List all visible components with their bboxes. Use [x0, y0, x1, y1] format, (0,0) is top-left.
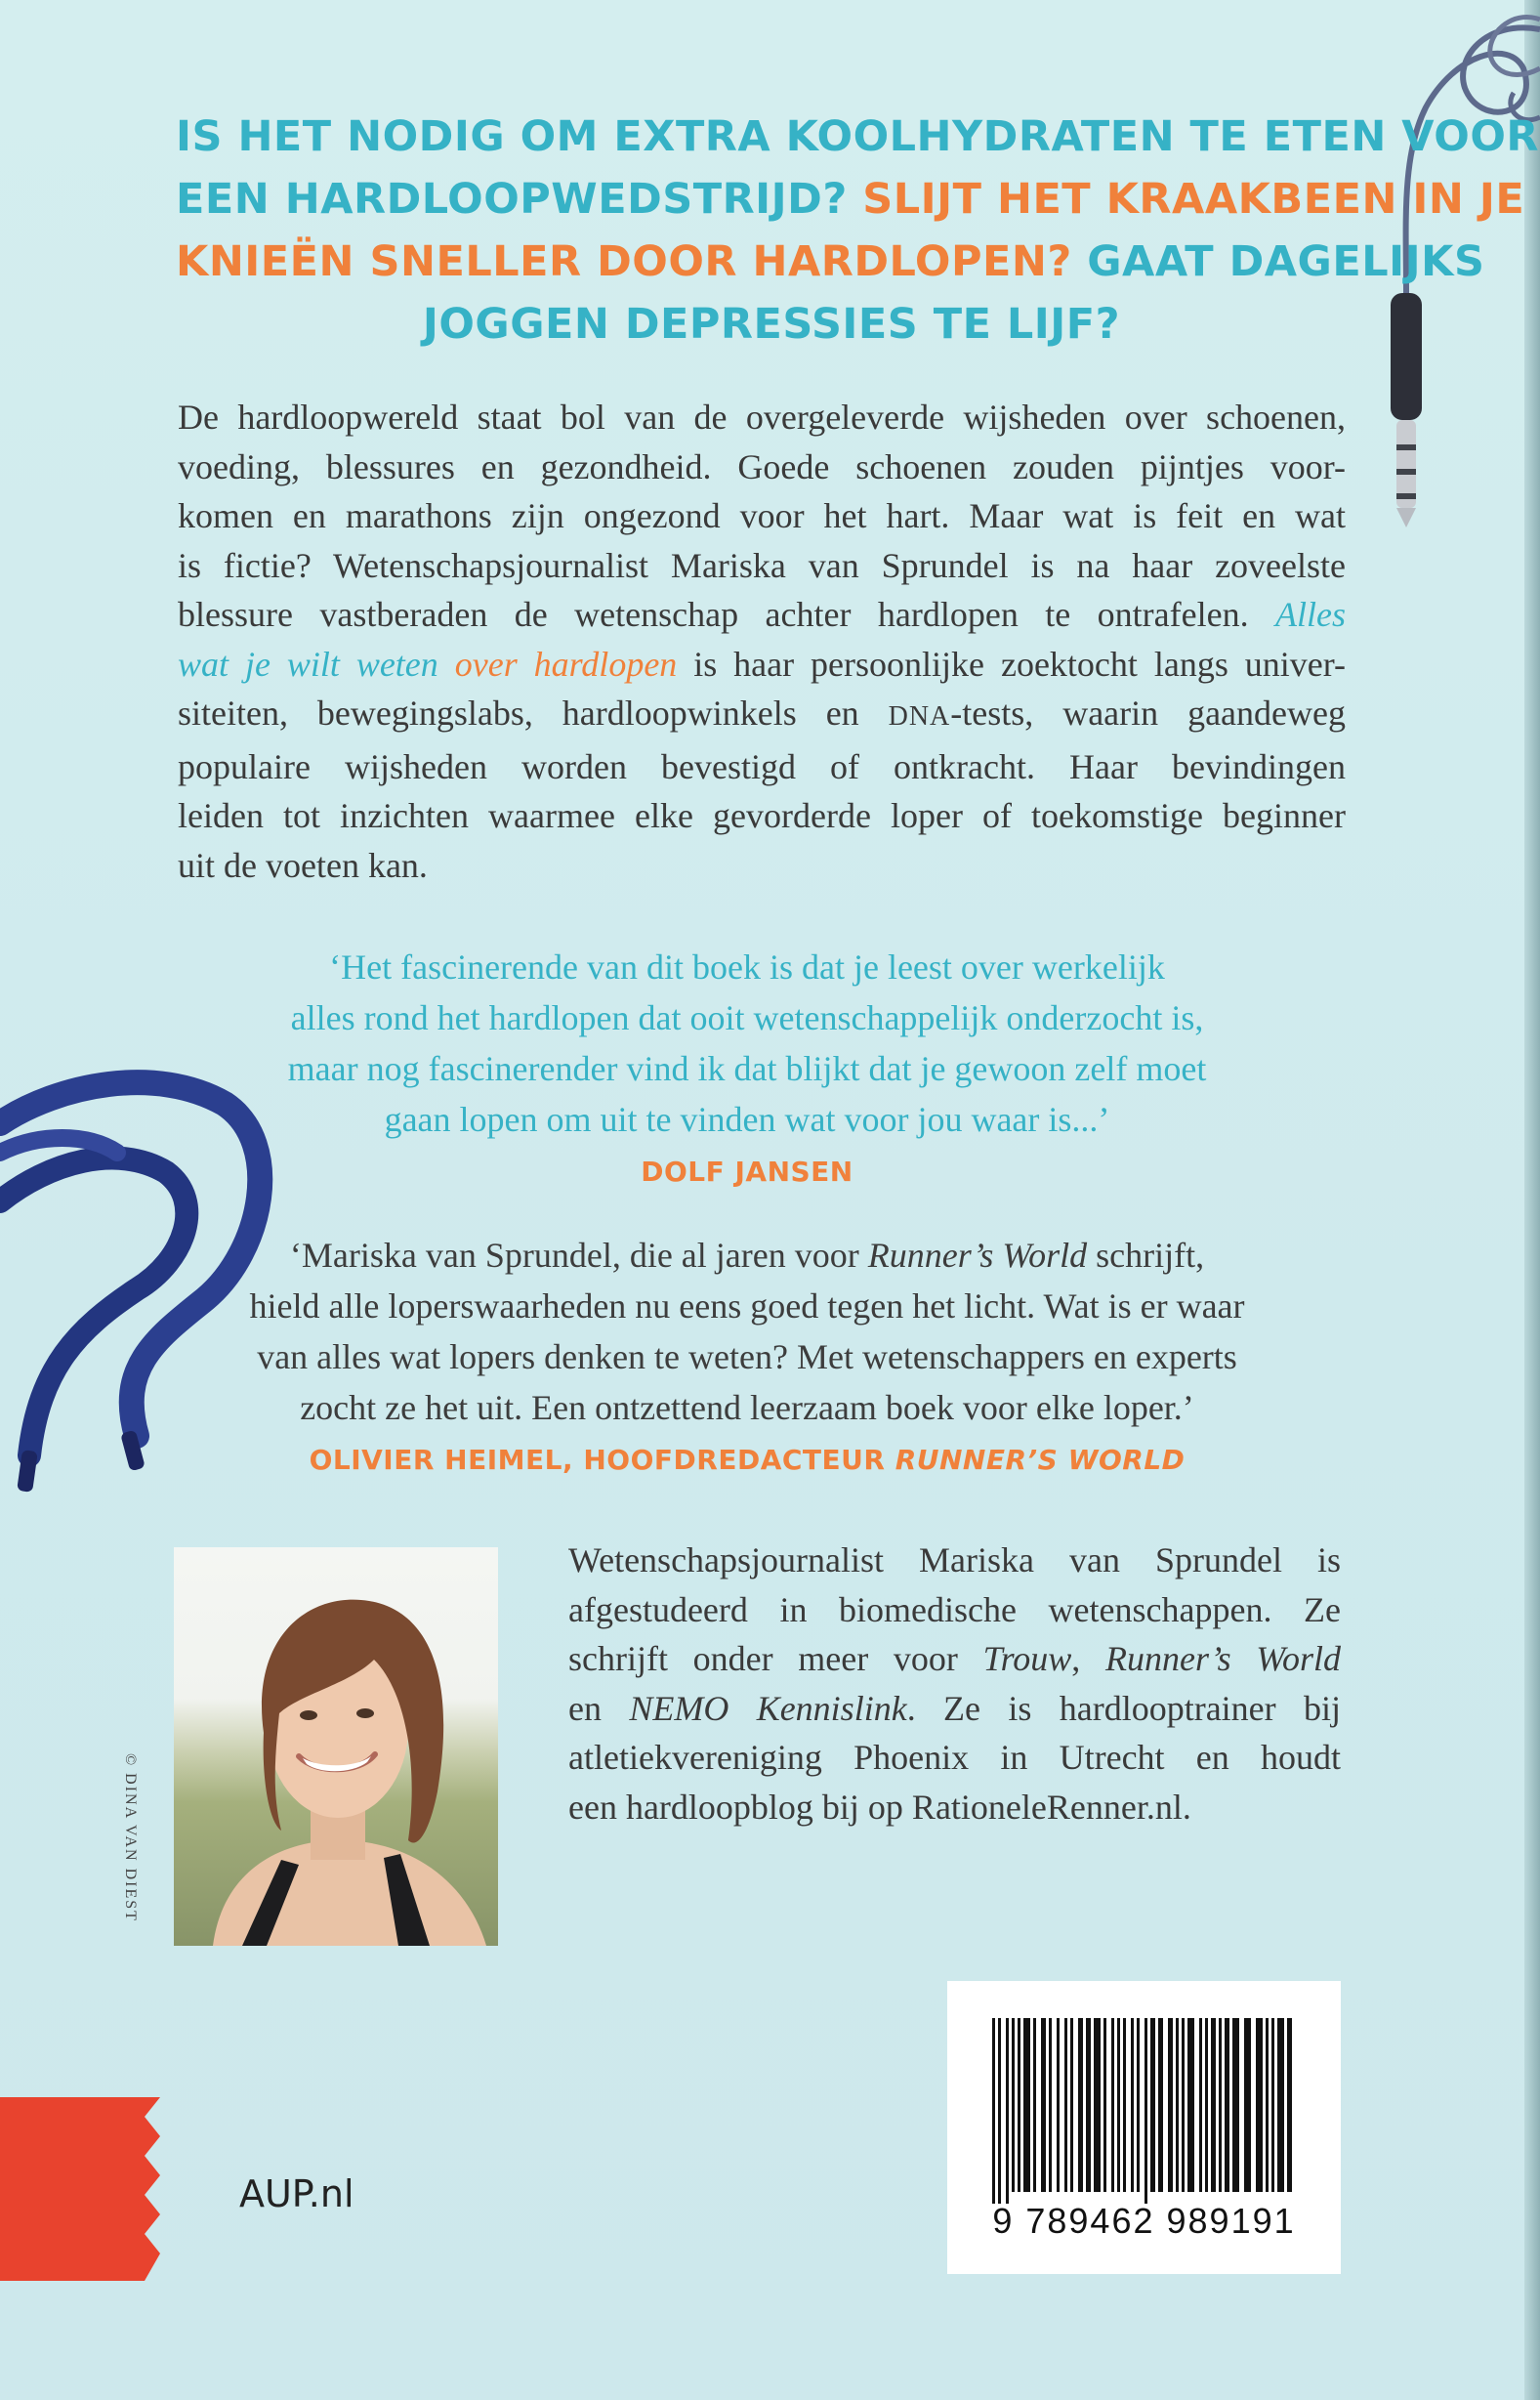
barcode-bar [1086, 2018, 1091, 2192]
quote-text: schrijft, [1087, 1236, 1205, 1275]
quote-line: maar nog fascinerender vind ik dat blijkt dat je gewoon zelf moet [287, 1049, 1207, 1088]
barcode-bar [1256, 2018, 1263, 2192]
barcode-bar [1111, 2018, 1114, 2192]
publication-title: Runner’s World [1104, 1639, 1342, 1678]
isbn-barcode [947, 1981, 1341, 2274]
description-line: uit de voeten kan. [178, 845, 428, 885]
description-text: is haar persoonlijke zoektocht langs univer- [677, 644, 1346, 684]
headline-line-1 [176, 105, 1540, 168]
bio-line: afgestudeerd in biomedische wetenschappen. Ze [568, 1589, 1341, 1629]
description-line: is fictie? Wetenschapsjournalist Mariska van Sprundel is na haar zoveelste [178, 545, 1346, 585]
barcode-bar [1205, 2018, 1208, 2192]
barcode-bar [1078, 2018, 1083, 2192]
book-title-italic: over hardlopen [454, 644, 678, 684]
quote-line: van alles wat lopers denken te weten? Met wetenschappers en experts [257, 1337, 1237, 1376]
quote-line: zocht ze het uit. Een ontzettend leerzaam boek voor elke loper.’ [300, 1388, 1194, 1427]
bio-text: , [1071, 1639, 1105, 1678]
attribution-text: OLIVIER HEIMEL, HOOFDREDACTEUR [309, 1444, 895, 1476]
barcode-bar [1137, 2018, 1140, 2192]
headline-segment: KNIEËN SNELLER DOOR HARDLOPEN? [176, 237, 1088, 286]
description-text: blessure vastberaden de wetenschap achter hardlopen te ontrafelen. [178, 595, 1249, 634]
description-text: -tests, waarin gaandeweg [950, 694, 1346, 733]
barcode-bar [1033, 2018, 1036, 2192]
bio-line [568, 1634, 1341, 1684]
bio-line: atletiekvereniging Phoenix in Utrecht en houdt [568, 1738, 1341, 1777]
aup-logo-mark [0, 2097, 160, 2281]
bio-text: en [568, 1688, 630, 1728]
barcode-bar [1211, 2018, 1216, 2192]
barcode-bar [1176, 2018, 1179, 2192]
photo-credit: © DINA VAN DIEST [122, 1753, 139, 1922]
review-quote-2 [146, 1230, 1348, 1486]
headline-segment: JOGGEN DEPRESSIES TE LIJF? [422, 300, 1121, 349]
publisher-name: AUP.nl [239, 2172, 354, 2215]
barcode-bar [1023, 2018, 1030, 2192]
isbn-number: 9 789462 989191 [992, 2201, 1296, 2241]
barcode-bar [1219, 2018, 1222, 2192]
book-title-italic: Alles [1275, 595, 1346, 634]
quote-line: hield alle loperswaarheden nu eens goed tegen het licht. Wat is er waar [249, 1286, 1245, 1326]
description-line [178, 590, 1346, 640]
publication-title: NEMO Kennislink [629, 1688, 907, 1728]
description-line: De hardloopwereld staat bol van de overgeleverde wijsheden over schoenen, [178, 398, 1346, 437]
barcode-bar [1094, 2018, 1101, 2192]
barcode-bar [1131, 2018, 1134, 2192]
author-portrait-illustration [174, 1547, 498, 1946]
quote-text: ‘Mariska van Sprundel, die al jaren voor [289, 1236, 868, 1275]
barcode-bar [992, 2018, 995, 2204]
barcode-bar [1006, 2018, 1009, 2204]
bio-line: een hardloopblog bij op RationeleRenner.nl. [568, 1787, 1191, 1827]
quote-attribution: DOLF JANSEN [641, 1156, 853, 1188]
description-line: komen en marathons zijn ongezond voor het hart. Maar wat is feit en wat [178, 496, 1346, 535]
quote-line: ‘Het fascinerende van dit boek is dat je leest over werkelijk [329, 947, 1165, 987]
barcode-bar [1117, 2018, 1120, 2192]
headline-line-2 [176, 168, 1525, 231]
headline-line-3 [176, 231, 1485, 293]
headline-segment: GAAT DAGELIJKS [1087, 237, 1485, 286]
barcode-bar [1103, 2018, 1106, 2192]
headline-segment: IS HET NODIG OM EXTRA KOOLHYDRATEN TE ETEN VOOR [176, 112, 1540, 161]
barcode-bar [1064, 2018, 1067, 2192]
barcode-bar [1266, 2018, 1269, 2192]
bio-text: . Ze is hardlooptrainer bij [906, 1688, 1342, 1728]
description-line: leiden tot inzichten waarmee elke gevorderde loper of toekomstige beginner [178, 796, 1346, 835]
quote-line: gaan lopen om uit te vinden wat voor jou waar is...’ [384, 1100, 1110, 1139]
barcode-bar [1232, 2018, 1239, 2192]
author-bio [568, 1536, 1341, 1832]
attribution-magazine: RUNNER’S WORLD [895, 1444, 1186, 1476]
author-photo [174, 1547, 498, 1946]
barcode-bar [1123, 2018, 1126, 2192]
barcode-bar [1271, 2018, 1274, 2192]
barcode-bar [1150, 2018, 1155, 2192]
publication-title: Trouw [982, 1639, 1072, 1678]
bio-line [568, 1684, 1341, 1734]
description-line: voeding, blessures en gezondheid. Goede schoenen zouden pijntjes voor- [178, 446, 1346, 486]
magazine-title: Runner’s World [867, 1236, 1088, 1275]
barcode-bar [1070, 2018, 1073, 2192]
book-title-italic: wat je wilt weten [178, 644, 438, 684]
book-description [178, 393, 1346, 890]
barcode-bar [1168, 2018, 1173, 2192]
barcode-bar [1158, 2018, 1163, 2192]
headline-questions [176, 105, 1540, 356]
quote-line [146, 1230, 1348, 1281]
barcode-bar [1225, 2018, 1229, 2192]
barcode-bar [1187, 2018, 1194, 2192]
barcode-bar [1199, 2018, 1202, 2192]
barcode-bar [1145, 2018, 1147, 2204]
barcode-bar [1244, 2018, 1251, 2192]
description-line: populaire wijsheden worden bevestigd of ontkracht. Haar bevindingen [178, 746, 1346, 786]
bio-text: schrijft onder meer voor [568, 1639, 983, 1678]
bio-line: Wetenschapsjournalist Mariska van Sprundel is [568, 1540, 1341, 1579]
barcode-bar [1287, 2018, 1292, 2192]
barcode-bar [1277, 2018, 1284, 2192]
barcode-bar [1041, 2018, 1046, 2192]
description-text: siteiten, bewegingslabs, hardloopwinkels en [178, 694, 889, 733]
barcode-bar [1049, 2018, 1052, 2192]
description-line [178, 689, 1346, 742]
barcode-bar [998, 2018, 1001, 2204]
description-line [178, 640, 1346, 690]
barcode-bar [1182, 2018, 1185, 2192]
barcode-bar [1012, 2018, 1015, 2192]
barcode-bar [1057, 2018, 1060, 2192]
quote-attribution [146, 1435, 1348, 1486]
barcode-bar [1018, 2018, 1020, 2192]
headline-line-4 [176, 293, 1367, 356]
review-quote-1 [146, 942, 1348, 1198]
headline-segment: EEN HARDLOOPWEDSTRIJD? [176, 175, 863, 224]
quote-line: alles rond het hardlopen dat ooit wetenschappelijk onderzocht is, [290, 998, 1204, 1037]
dna-smallcaps: DNA [888, 701, 951, 732]
headline-segment: SLIJT HET KRAAKBEEN IN JE [862, 175, 1525, 224]
